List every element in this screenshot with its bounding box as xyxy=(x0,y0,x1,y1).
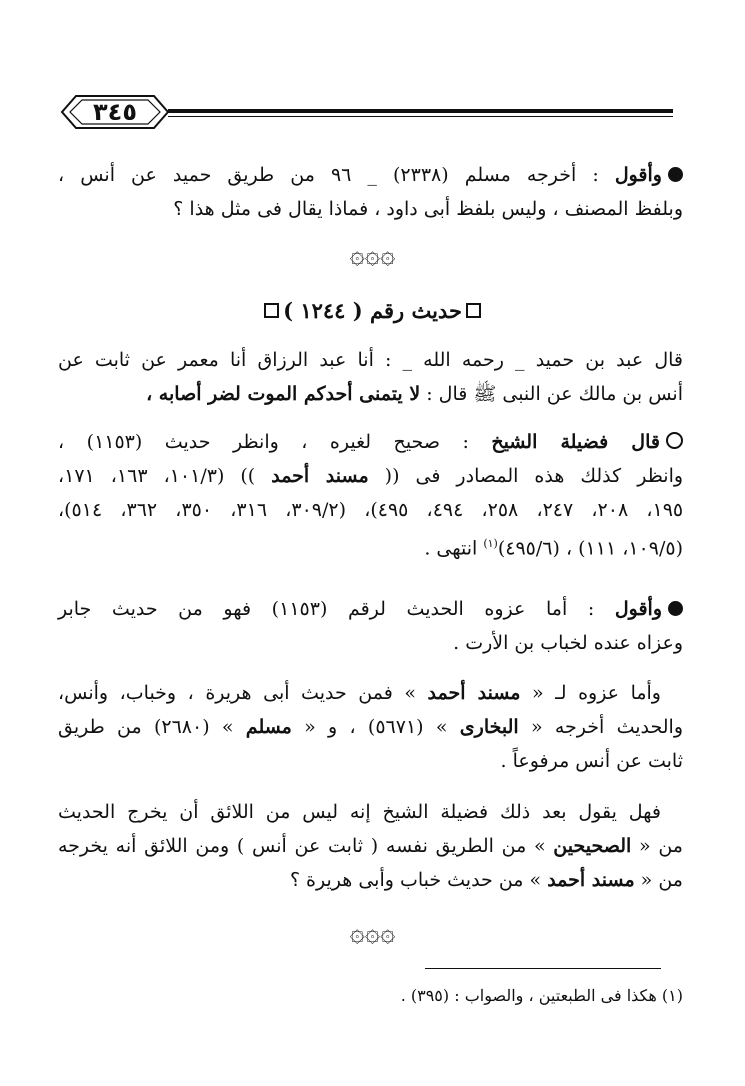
header-rule xyxy=(168,109,673,113)
bullet-circle-icon xyxy=(666,432,683,449)
square-mark-icon xyxy=(264,303,279,318)
lead-word: وأقول xyxy=(614,164,662,186)
paragraph-reply-3: وأما عزوه لـ « مسند أحمد » فمن حديث أبى هريرة ، وخباب، وأنس، والحديث أخرجه « البخارى » (٥٦٧١) ، و « مسلم » (٢٦٨٠) من طريق ثابت عن أنس مرفوعاً . xyxy=(58,682,684,772)
hadith-text: قال عبد بن حميد _ رحمه الله _ : أنا عبد الرزاق أنا معمر عن ثابت عن أنس بن مالك عن النبى ﷺ قال : لا يتمنى أحدكم الموت لضر أصابه ، xyxy=(58,349,683,405)
page-header xyxy=(60,92,675,132)
page-number: ٣٤٥ xyxy=(93,98,137,126)
header-rule-thin xyxy=(168,116,673,117)
hadith-matn: لا يتمنى أحدكم الموت لضر أصابه ، xyxy=(146,383,421,405)
sheikh-statement: قال فضيلة الشيخ : صحيح لغيره ، وانظر حديث (١١٥٣) ، وانظر كذلك هذه المصادر فى (( مسند أحمد )) (١٠١/٣، ١٦٣، ١٧١، ١٩٥، ٢٠٨، ٢٤٧، ٢٥٨، ٤٩٤، ٤٩٥)، (٣٠٩/٢، ٣١٦، ٣٥٠، ٣٦٢، ٥١٤)، (١٠٩/٥، ١١١) ، (٤٩٥/٦)$^{(١)}$ انتهى . xyxy=(58,431,684,560)
square-mark-icon xyxy=(466,303,481,318)
paragraph-reply-4: فهل يقول بعد ذلك فضيلة الشيخ إنه ليس من اللائق أن يخرج الحديث من « الصحيحين » من الطريق نفسه ( ثابت عن أنس ) ومن اللائق أنه يخرجه من « مسند أحمد » من حديث خباب وأبى هريرة ؟ xyxy=(58,801,683,891)
section-ornament: ۞۞۞ xyxy=(349,240,396,270)
bullet-dot-icon xyxy=(668,601,683,616)
bullet-dot-icon xyxy=(668,167,683,182)
section-ornament-end: ۞۞۞ xyxy=(349,918,396,948)
hadith-heading: حديث رقم ( ١٢٤٤ ) xyxy=(0,294,745,328)
footnote: (١) هكذا فى الطبعتين ، والصواب : (٣٩٥) . xyxy=(400,986,683,1005)
footnote-separator xyxy=(425,968,661,969)
paragraph-reply-2: وأقول : أما عزوه الحديث لرقم (١١٥٣) فهو من حديث جابر وعزاه عنده لخباب بن الأرت . xyxy=(58,598,683,654)
paragraph-reply-1: وأقول : أخرجه مسلم (٢٣٣٨) _ ٩٦ من طريق حميد عن أنس ، وبلفظ المصنف ، وليس بلفظ أبى داود ، فماذا يقال فى مثل هذا ؟ xyxy=(58,164,683,220)
footnote-reference: (١) xyxy=(483,537,498,550)
